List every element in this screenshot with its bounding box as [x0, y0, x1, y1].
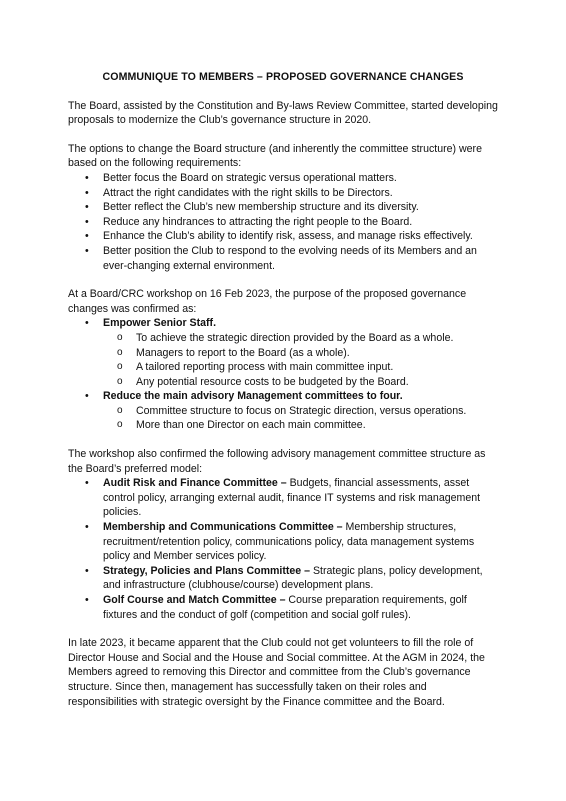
- purposes-list: [68, 316, 498, 433]
- committee-name: Audit Risk and Finance Committee –: [103, 477, 287, 490]
- bullet-icon: •: [85, 594, 89, 606]
- options-intro-paragraph: The options to change the Board structure (and inherently the committee structure) were based on the following requirements:: [68, 142, 482, 170]
- list-item: • Better reflect the Club’s new membership structure and its diversity.: [85, 201, 419, 214]
- bullet-icon: •: [85, 390, 89, 403]
- list-item: • Better focus the Board on strategic versus operational matters.: [85, 171, 397, 184]
- sub-list-item: o To achieve the strategic direction provided by the Board as a whole.: [117, 331, 454, 344]
- sub-list: [103, 331, 498, 389]
- sub-list-item: o More than one Director on each main committee.: [117, 419, 366, 432]
- closing-paragraph: In late 2023, it became apparent that the Club could not get volunteers to fill the role of Director House and Social and the House and Social committee. At the AGM in 2024, the Members agreed to removing this Director and committee from the Club’s governance structure. Since then, management has successfully taken on their roles and responsibilities with strategic oversight by the Finance committee and the Board.: [68, 637, 485, 708]
- list-item: [68, 593, 498, 622]
- list-item: [68, 520, 498, 564]
- sub-list-item: o Managers to report to the Board (as a whole).: [117, 346, 350, 359]
- purpose-heading: Reduce the main advisory Management committees to four.: [103, 390, 403, 403]
- list-item: • Attract the right candidates with the right skills to be Directors.: [85, 186, 393, 199]
- sub-list-item: o Committee structure to focus on Strategic direction, versus operations.: [117, 404, 467, 417]
- sub-bullet-icon: o: [117, 404, 123, 416]
- committee-description: Membership structures, recruitment/retention policy, communications policy, data management systems policy and Member services policy.: [103, 521, 475, 563]
- committee-name: Golf Course and Match Committee –: [103, 594, 286, 606]
- sub-bullet-icon: o: [117, 419, 123, 431]
- committee-name: Membership and Communications Committee –: [103, 521, 343, 534]
- list-item: [68, 476, 498, 520]
- sub-list-item: o Any potential resource costs to be budgeted by the Board.: [117, 375, 409, 388]
- structure-intro-paragraph: The workshop also confirmed the following advisory management committee structure as the Board’s preferred model:: [68, 448, 486, 475]
- bullet-icon: •: [85, 564, 89, 577]
- bullet-icon: •: [85, 215, 89, 228]
- bullet-icon: •: [85, 244, 89, 257]
- bullet-icon: •: [85, 521, 89, 534]
- committee-description: Budgets, financial assessments, asset control policy, arranging external audit, finance IT systems and risk management policies.: [103, 477, 481, 519]
- committees-list: [68, 476, 498, 622]
- sub-list: [103, 404, 498, 433]
- committee-name: Strategy, Policies and Plans Committee –: [103, 564, 311, 577]
- list-item: • Reduce any hindrances to attracting the right people to the Board.: [85, 215, 413, 228]
- committee-description: Strategic plans, policy development, and infrastructure (clubhouse/course) development plans.: [103, 564, 483, 592]
- page-title: COMMUNIQUE TO MEMBERS – PROPOSED GOVERNANCE CHANGES: [102, 71, 464, 83]
- bullet-icon: •: [85, 477, 89, 490]
- sub-list-item: o A tailored reporting process with main committee input.: [117, 361, 394, 374]
- bullet-icon: •: [85, 317, 89, 330]
- bullet-icon: •: [85, 186, 89, 199]
- bullet-icon: •: [85, 201, 89, 214]
- purpose-heading: Empower Senior Staff.: [103, 317, 217, 330]
- requirements-list: [68, 171, 498, 273]
- intro-paragraph: The Board, assisted by the Constitution and By-laws Review Committee, started developing proposals to modernize the Club’s governance structure in 2020.: [68, 99, 498, 127]
- sub-bullet-icon: o: [117, 361, 123, 373]
- list-item: [68, 316, 498, 389]
- list-item: • Better position the Club to respond to the evolving needs of its Members and an ever-changing external environment.: [85, 244, 477, 272]
- sub-bullet-icon: o: [117, 331, 123, 343]
- list-item: [68, 389, 498, 433]
- list-item: • Enhance the Club’s ability to identify risk, assess, and manage risks effectively.: [85, 230, 473, 243]
- bullet-icon: •: [85, 230, 89, 243]
- sub-bullet-icon: o: [117, 375, 123, 387]
- committee-description: Course preparation requirements, golf fixtures and the conduct of golf (competition and social golf rules).: [103, 594, 467, 621]
- workshop-intro-paragraph: At a Board/CRC workshop on 16 Feb 2023, the purpose of the proposed governance changes was confirmed as:: [68, 288, 467, 315]
- bullet-icon: •: [85, 171, 89, 184]
- sub-bullet-icon: o: [117, 346, 123, 358]
- list-item: [68, 564, 498, 593]
